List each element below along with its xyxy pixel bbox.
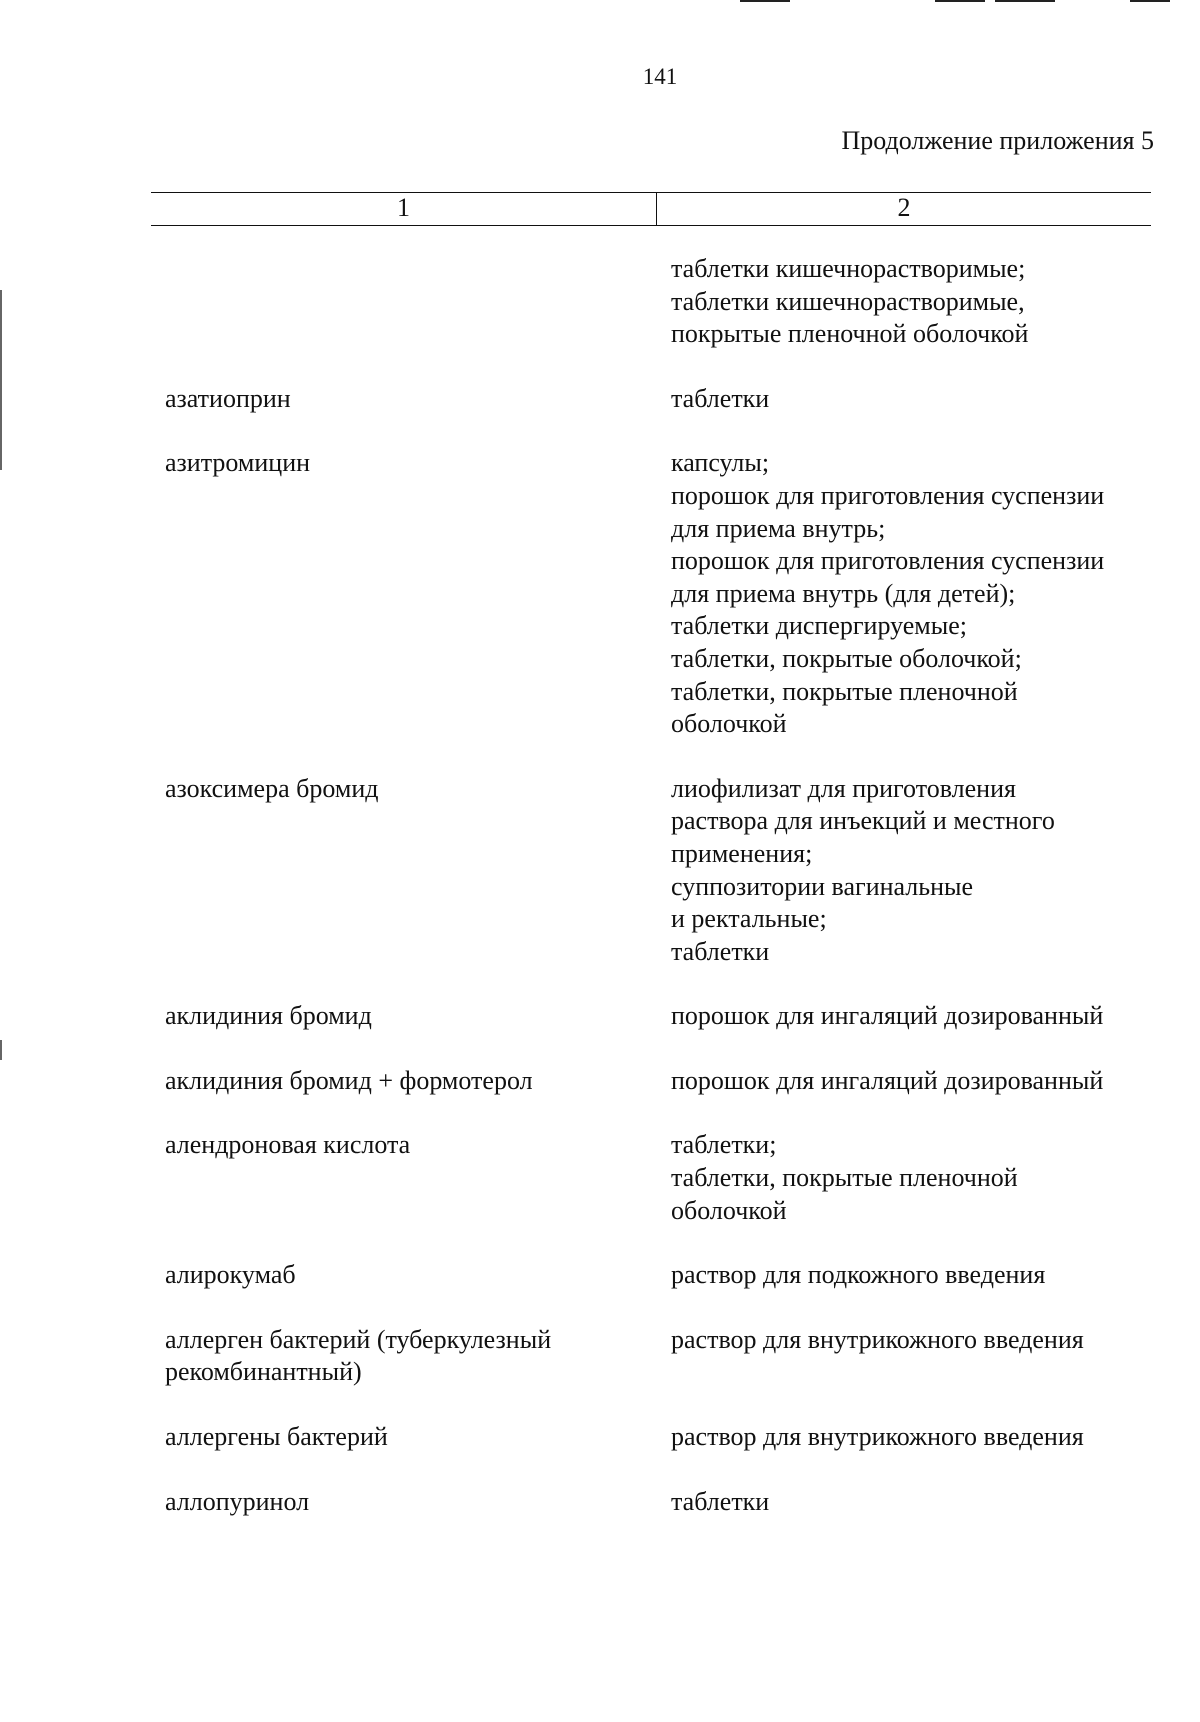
drug-name (0, 253, 671, 351)
table-row (0, 773, 1200, 969)
dosage-form-line: раствор для подкожного введения (671, 1260, 1046, 1290)
table-row (0, 383, 1200, 416)
drug-name-line: аклидиния бромид + формотерол (165, 1065, 533, 1095)
drug-name-line: азитромицин (165, 448, 311, 478)
table-row (0, 1129, 1200, 1227)
dosage-form-line: оболочкой (671, 1195, 787, 1225)
dosage-forms (671, 253, 1191, 351)
table-row (0, 447, 1200, 740)
dosage-forms (671, 1129, 1191, 1227)
dosage-form-line: таблетки диспергируемые; (671, 611, 967, 641)
dosage-form-line: таблетки (671, 383, 770, 413)
table-row (0, 1421, 1200, 1454)
dosage-form-line: таблетки (671, 1486, 770, 1516)
dosage-form-line: таблетки, покрытые оболочкой; (671, 643, 1022, 673)
drug-name-line: алендроновая кислота (165, 1130, 411, 1160)
drug-name (0, 1065, 671, 1098)
dosage-forms (671, 1065, 1191, 1098)
drug-name-line: аклидиния бромид (165, 1001, 372, 1031)
table-row (0, 253, 1200, 351)
column-header-1: 1 (397, 193, 410, 222)
drug-name-line: аллерген бактерий (туберкулезный (165, 1324, 552, 1354)
dosage-form-line: порошок для приготовления суспензии (671, 480, 1105, 510)
dosage-form-line: для приема внутрь (для детей); (671, 578, 1016, 608)
dosage-form-line: применения; (671, 838, 813, 868)
drug-name-line: аллергены бактерий (165, 1422, 388, 1452)
drug-name-line: азоксимера бромид (165, 773, 379, 803)
dosage-form-line: таблетки, покрытые пленочной (671, 1163, 1018, 1193)
drug-name-line: алирокумаб (165, 1260, 296, 1290)
dosage-form-line: порошок для приготовления суспензии (671, 546, 1105, 576)
table-row (0, 1486, 1200, 1519)
table-header-bottom-rule (151, 225, 1151, 226)
table-row (0, 1000, 1200, 1033)
dosage-form-line: таблетки, покрытые пленочной (671, 676, 1018, 706)
column-header-2: 2 (897, 193, 911, 222)
drug-name (0, 773, 671, 969)
drug-name (0, 1421, 671, 1454)
dosage-forms (671, 773, 1191, 969)
dosage-form-line: таблетки кишечнорастворимые; (671, 254, 1026, 283)
dosage-form-line: суппозитории вагинальные (671, 871, 974, 901)
dosage-form-line: для приема внутрь; (671, 513, 886, 543)
dosage-form-line: порошок для ингаляций дозированный (671, 1065, 1104, 1095)
scan-mark (740, 0, 790, 2)
drug-name (0, 1324, 671, 1389)
dosage-form-line: таблетки кишечнорастворимые, (671, 286, 1025, 316)
table-row (0, 1324, 1200, 1389)
dosage-form-line: порошок для ингаляций дозированный (671, 1001, 1104, 1031)
dosage-form-line: таблетки; (671, 1130, 777, 1160)
drug-name (0, 383, 671, 416)
scan-mark (935, 0, 985, 2)
dosage-forms (671, 1486, 1191, 1519)
dosage-forms (671, 1421, 1191, 1454)
drug-name-line: азатиоприн (165, 383, 291, 413)
dosage-form-line: лиофилизат для приготовления (671, 773, 1016, 803)
drug-name (0, 1000, 671, 1033)
dosage-form-line: покрытые пленочной оболочкой (671, 319, 1029, 349)
dosage-form-line: таблетки (671, 936, 770, 966)
drug-name (0, 1129, 671, 1227)
drug-name (0, 1259, 671, 1292)
dosage-form-line: капсулы; (671, 448, 770, 478)
dosage-forms (671, 1000, 1191, 1033)
drug-name-line: аллопуринол (165, 1486, 310, 1516)
dosage-form-line: и ректальные; (671, 904, 827, 934)
dosage-forms (671, 383, 1191, 416)
dosage-form-line: раствор для внутрикожного введения (671, 1324, 1084, 1354)
table-row (0, 1259, 1200, 1292)
dosage-forms (671, 1324, 1191, 1389)
dosage-forms (671, 447, 1191, 740)
drug-name-line (165, 253, 671, 286)
scan-mark (1130, 0, 1170, 2)
page-number: 141 (642, 64, 678, 89)
dosage-form-line: раствора для инъекций и местного (671, 806, 1055, 836)
table-row (0, 1065, 1200, 1098)
dosage-form-line: оболочкой (671, 709, 787, 739)
annex-title: Продолжение приложения 5 (841, 126, 1154, 155)
scan-mark (995, 0, 1055, 2)
table-body (0, 253, 1200, 1550)
dosage-form-line: раствор для внутрикожного введения (671, 1422, 1084, 1452)
drug-name (0, 447, 671, 740)
drug-name (0, 1486, 671, 1519)
dosage-forms (671, 1259, 1191, 1292)
drug-name-line: рекомбинантный) (165, 1357, 362, 1387)
